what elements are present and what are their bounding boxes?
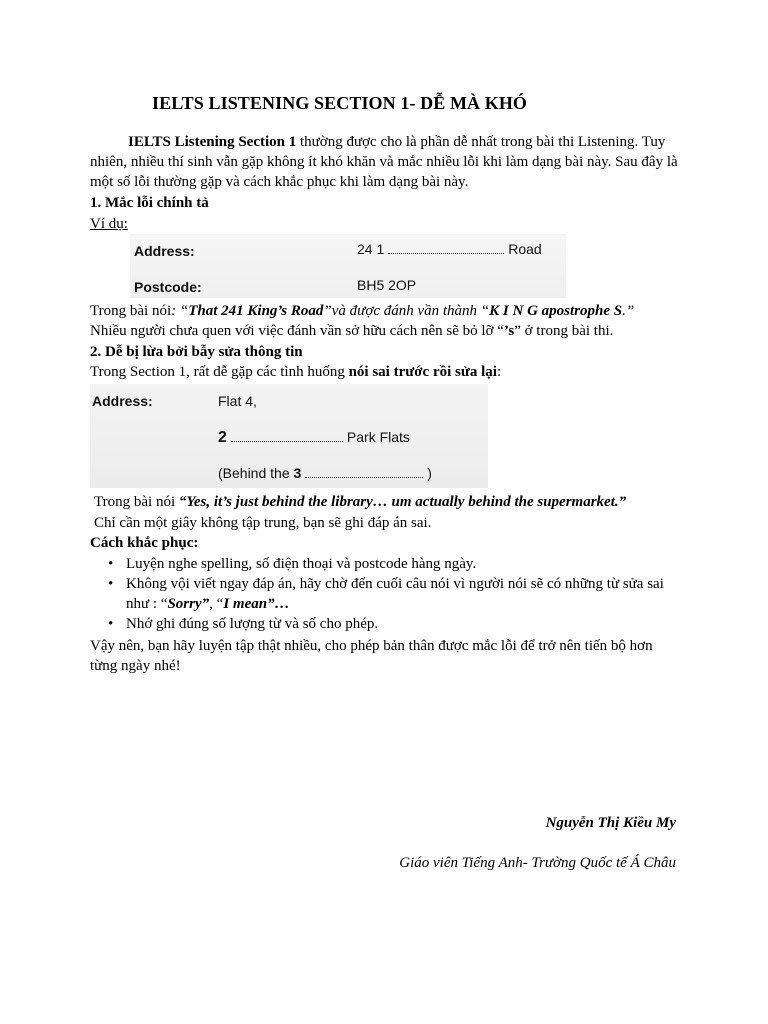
address-label: Address: (134, 243, 195, 259)
example-label: Ví dụ: (90, 216, 128, 232)
author-name: Nguyễn Thị Kiều My (545, 815, 676, 831)
solutions-heading: Cách khắc phục: (90, 535, 199, 551)
author-title: Giáo viên Tiếng Anh- Trường Quốc tế Á Châu (399, 855, 676, 871)
flat-value: Flat 4, (218, 393, 257, 409)
list-item: • Luyện nghe spelling, số điện thoại và postcode hàng ngày. (108, 556, 477, 572)
address-value: 24 1 Road (357, 241, 542, 257)
page-title: IELTS LISTENING SECTION 1- DỄ MÀ KHÓ (152, 93, 528, 113)
heading-1: 1. Mắc lỗi chính tả (90, 195, 209, 211)
list-item: • Nhớ ghi đúng số lượng từ và số cho phép. (108, 616, 379, 632)
postcode-value: BH5 2OP (357, 277, 417, 293)
address-form-image-1 (130, 234, 566, 298)
intro-bold: IELTS Listening Section 1 (128, 134, 297, 150)
intro-paragraph (90, 132, 680, 192)
intro-text: thường được cho là phần dễ nhất trong bài thi Listening. Tuy nhiên, nhiều thí sinh vẫn gặp không ít khó khăn và mắc nhiều lỗi khi làm dạng bài này. Sau đây là một số lỗi thường gặp và cách khắc phục khi làm dạng bài này. (90, 134, 678, 190)
list-item: • Không vội viết ngay đáp án, hãy chờ đến cuối câu nói vì người nói sẽ có những từ sửa sai như : “Sorry”, “I mean”… (108, 576, 664, 612)
example-2-paragraph: Trong bài nói “Yes, it’s just behind the library… um actually behind the supermarket.” (94, 494, 627, 510)
street-value: 2 Park Flats (218, 429, 410, 446)
warning-paragraph: Chỉ cần một giây không tập trung, bạn sẽ ghi đáp án sai. (94, 515, 432, 531)
address-label: Address: (92, 393, 153, 409)
postcode-label: Postcode: (134, 279, 202, 295)
section2-intro: Trong Section 1, rất dễ gặp các tình huống nói sai trước rồi sửa lại: (90, 364, 502, 380)
solutions-list (108, 554, 678, 634)
closing-paragraph: Vậy nên, bạn hãy luyện tập thật nhiều, cho phép bản thân được mắc lỗi để trở nên tiến bộ hơn từng ngày nhé! (90, 638, 653, 674)
example-1-paragraph: Trong bài nói: “That 241 King’s Road”và được đánh vần thành “K I N G apostrophe S.” Nhiều người chưa quen với việc đánh vần sở hữu cách nên sẽ bỏ lỡ “’s” ở trong bài thi. (90, 303, 635, 339)
behind-value: (Behind the 3 ) (218, 465, 432, 481)
heading-2: 2. Dễ bị lừa bởi bẫy sửa thông tin (90, 344, 303, 360)
address-form-image-2 (90, 384, 488, 488)
